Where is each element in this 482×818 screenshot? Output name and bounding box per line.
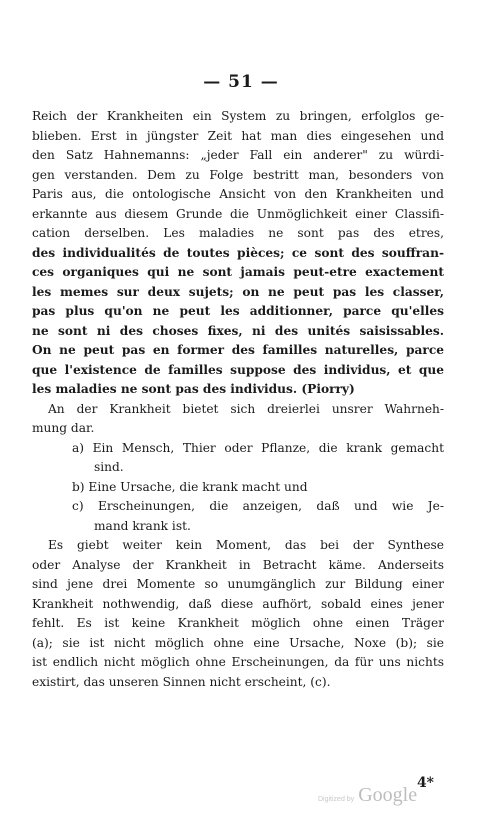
text-line: cation derselben. Les maladies ne sont pas des etres, — [32, 226, 444, 240]
text-line: (a); sie ist nicht möglich ohne eine Ursache, Noxe (b); sie — [32, 635, 444, 650]
list-item-c: c) Erscheinungen, die anzeigen, daß und wie Je- — [72, 499, 444, 513]
text-line: Reich der Krankheiten ein System zu bringen, erfolglos ge- — [32, 109, 444, 123]
french-quote-line: des individualités de toutes pièces; ce sont des souffran- — [32, 245, 444, 260]
text-line: existirt, das unseren Sinnen nicht erscheint, (c). — [32, 674, 331, 689]
french-quote-line: les maladies ne sont pas des individus. (Piorry) — [32, 382, 355, 396]
google-watermark — [318, 784, 417, 807]
list-item-b: b) Eine Ursache, die krank macht und — [72, 479, 308, 494]
text-line: Es giebt weiter kein Moment, das bei der Synthese — [48, 538, 444, 552]
french-quote-line: ces organiques qui ne sont jamais peut-etre exactement — [32, 265, 444, 279]
text-line: blieben. Erst in jüngster Zeit hat man dies eingesehen und — [32, 128, 444, 143]
text-line: sind jene drei Momente so unumgänglich zur Bildung einer — [32, 577, 444, 591]
text-line: ist endlich nicht möglich ohne Erscheinungen, da für uns nichts — [32, 655, 444, 669]
text-line: oder Analyse der Krankheit in Betracht käme. Anderseits — [32, 557, 444, 572]
french-quote-line: On ne peut pas en former des familles naturelles, parce — [32, 343, 444, 357]
french-quote-line: les memes sur deux sujets; on ne peut pas les classer, — [32, 284, 444, 299]
watermark-small-text: Digitized by — [318, 796, 355, 803]
french-quote-line: pas plus qu'on ne peut les additionner, parce qu'elles — [32, 304, 444, 318]
text-line: Krankheit nothwendig, daß diese aufhört, sobald eines jener — [32, 596, 444, 611]
signature-mark: 4* — [416, 775, 434, 791]
page-body-text — [32, 107, 444, 692]
text-line: mung dar. — [32, 421, 95, 435]
text-line: fehlt. Es ist keine Krankheit möglich ohne einen Träger — [32, 616, 444, 630]
list-item-a: a) Ein Mensch, Thier oder Pflanze, die krank gemacht — [72, 440, 444, 455]
text-line: erkannte aus diesem Grunde die Unmöglichkeit einer Classifi- — [32, 206, 444, 221]
text-line: den Satz Hahnemanns: „jeder Fall ein anderer" zu würdi- — [32, 148, 444, 162]
list-item-a-cont: sind. — [94, 460, 124, 474]
text-line: Paris aus, die ontologische Ansicht von den Krankheiten und — [32, 187, 444, 201]
page-number-header: — 51 — — [203, 72, 279, 92]
list-item-c-cont: mand krank ist. — [94, 518, 191, 533]
french-quote-line: ne sont ni des choses fixes, ni des unités saisissables. — [32, 323, 444, 338]
french-quote-line: que l'existence de familles suppose des individus, et que — [32, 362, 444, 377]
text-line: gen verstanden. Dem zu Folge bestritt man, besonders von — [32, 167, 444, 182]
watermark-logo-text: Google — [358, 784, 418, 806]
text-line: An der Krankheit bietet sich dreierlei unsrer Wahrneh- — [48, 401, 444, 416]
